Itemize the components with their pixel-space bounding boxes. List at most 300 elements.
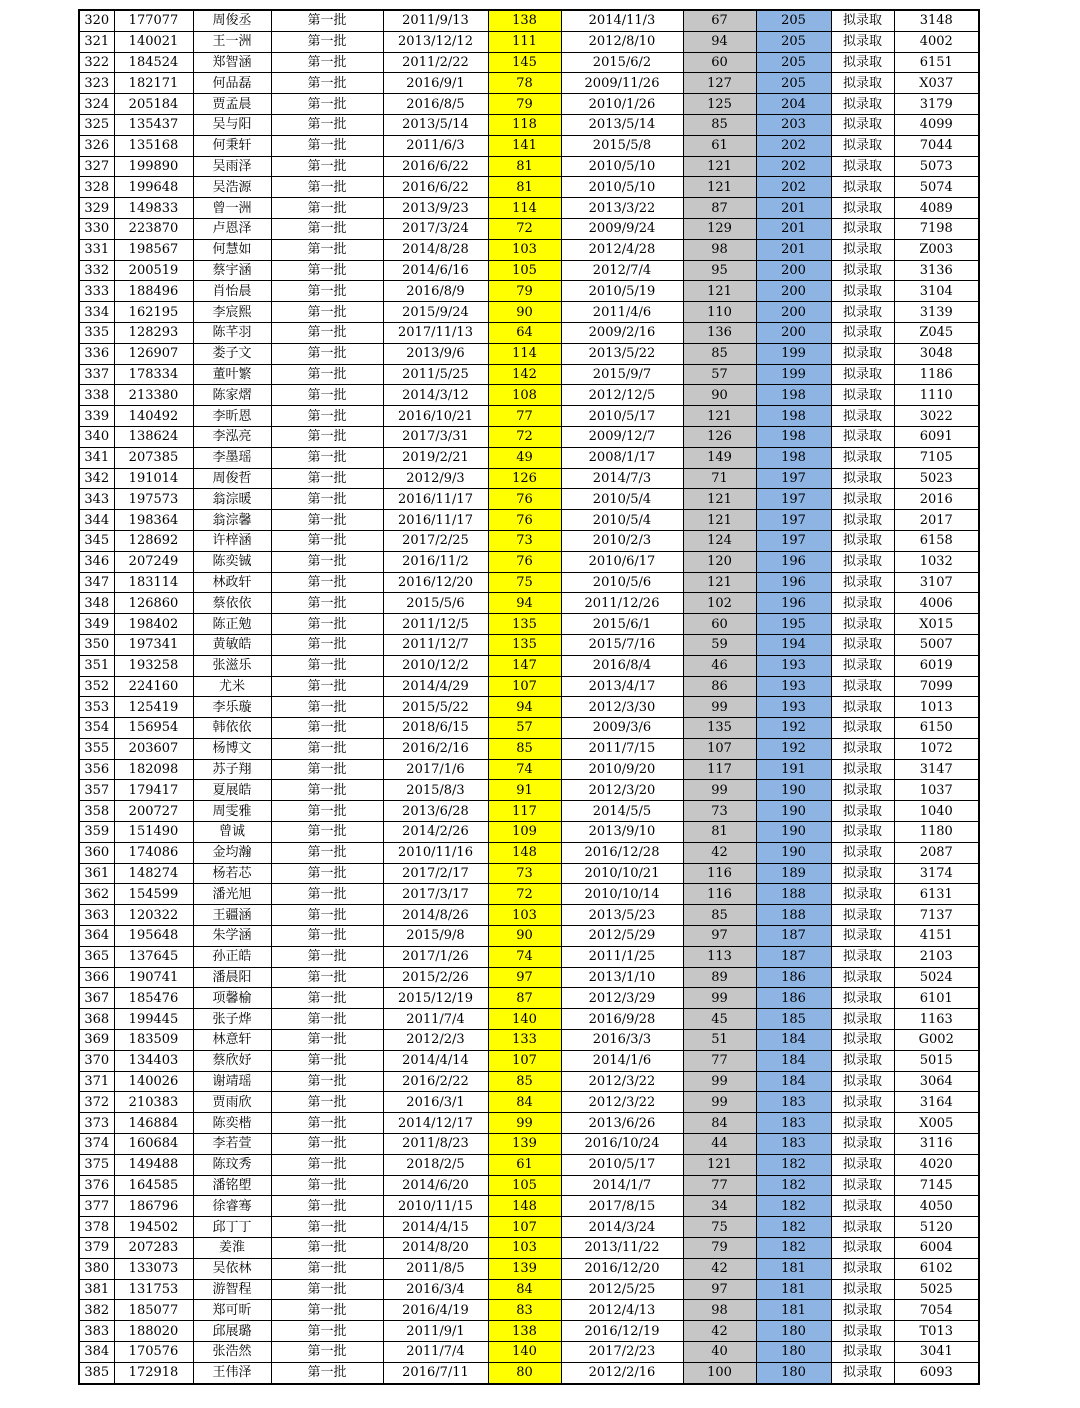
cell-id: 207249 xyxy=(114,551,193,572)
cell-batch: 第一批 xyxy=(271,1050,383,1071)
cell-score2: 99 xyxy=(683,1092,756,1113)
cell-id: 140021 xyxy=(114,31,193,52)
cell-batch: 第一批 xyxy=(271,718,383,739)
cell-date1: 2015/9/24 xyxy=(383,302,488,323)
cell-seq: 325 xyxy=(79,114,114,135)
cell-date1: 2011/7/4 xyxy=(383,1342,488,1363)
cell-code: 4002 xyxy=(894,31,979,52)
table-row xyxy=(79,1071,979,1092)
cell-date2: 2017/8/15 xyxy=(561,1196,683,1217)
table-row xyxy=(79,1113,979,1134)
cell-code: 4006 xyxy=(894,593,979,614)
cell-date1: 2010/11/16 xyxy=(383,842,488,863)
cell-id: 205184 xyxy=(114,94,193,115)
cell-status: 拟录取 xyxy=(831,738,894,759)
cell-batch: 第一批 xyxy=(271,114,383,135)
cell-status: 拟录取 xyxy=(831,614,894,635)
cell-score2: 57 xyxy=(683,364,756,385)
table-row xyxy=(79,177,979,198)
cell-name: 何慧如 xyxy=(193,239,271,260)
cell-score1: 109 xyxy=(488,822,561,843)
cell-score1: 107 xyxy=(488,1217,561,1238)
cell-date1: 2016/9/1 xyxy=(383,73,488,94)
cell-id: 135437 xyxy=(114,114,193,135)
cell-batch: 第一批 xyxy=(271,822,383,843)
cell-total: 197 xyxy=(756,468,831,489)
cell-score1: 111 xyxy=(488,31,561,52)
cell-batch: 第一批 xyxy=(271,343,383,364)
cell-batch: 第一批 xyxy=(271,842,383,863)
cell-batch: 第一批 xyxy=(271,572,383,593)
cell-seq: 321 xyxy=(79,31,114,52)
cell-total: 190 xyxy=(756,822,831,843)
cell-batch: 第一批 xyxy=(271,1362,383,1383)
cell-score2: 121 xyxy=(683,1154,756,1175)
cell-code: 6004 xyxy=(894,1238,979,1259)
cell-total: 198 xyxy=(756,447,831,468)
cell-batch: 第一批 xyxy=(271,551,383,572)
cell-score1: 117 xyxy=(488,801,561,822)
cell-status: 拟录取 xyxy=(831,1050,894,1071)
cell-name: 贾雨欣 xyxy=(193,1092,271,1113)
cell-score1: 142 xyxy=(488,364,561,385)
cell-batch: 第一批 xyxy=(271,946,383,967)
cell-total: 185 xyxy=(756,1009,831,1030)
table-row xyxy=(79,967,979,988)
cell-status: 拟录取 xyxy=(831,1175,894,1196)
table-row xyxy=(79,822,979,843)
cell-status: 拟录取 xyxy=(831,655,894,676)
cell-code: 3148 xyxy=(894,10,979,31)
cell-date1: 2014/8/20 xyxy=(383,1238,488,1259)
cell-score1: 105 xyxy=(488,260,561,281)
table-row xyxy=(79,239,979,260)
cell-seq: 383 xyxy=(79,1321,114,1342)
cell-score1: 75 xyxy=(488,572,561,593)
cell-date1: 2019/2/21 xyxy=(383,447,488,468)
cell-date2: 2011/7/15 xyxy=(561,738,683,759)
cell-status: 拟录取 xyxy=(831,302,894,323)
cell-code: 7198 xyxy=(894,218,979,239)
cell-status: 拟录取 xyxy=(831,551,894,572)
cell-name: 蔡欣妤 xyxy=(193,1050,271,1071)
cell-date1: 2014/8/28 xyxy=(383,239,488,260)
cell-batch: 第一批 xyxy=(271,863,383,884)
cell-status: 拟录取 xyxy=(831,884,894,905)
cell-date1: 2016/3/4 xyxy=(383,1279,488,1300)
cell-id: 164585 xyxy=(114,1175,193,1196)
cell-batch: 第一批 xyxy=(271,135,383,156)
cell-status: 拟录取 xyxy=(831,385,894,406)
cell-code: 5024 xyxy=(894,967,979,988)
cell-id: 128692 xyxy=(114,530,193,551)
cell-id: 210383 xyxy=(114,1092,193,1113)
cell-status: 拟录取 xyxy=(831,73,894,94)
cell-name: 王伟泽 xyxy=(193,1362,271,1383)
cell-date1: 2014/8/26 xyxy=(383,905,488,926)
cell-code: 3041 xyxy=(894,1342,979,1363)
cell-code: 2103 xyxy=(894,946,979,967)
cell-date2: 2010/6/17 xyxy=(561,551,683,572)
cell-date1: 2014/2/26 xyxy=(383,822,488,843)
cell-total: 202 xyxy=(756,156,831,177)
cell-score1: 79 xyxy=(488,94,561,115)
cell-seq: 352 xyxy=(79,676,114,697)
cell-id: 146884 xyxy=(114,1113,193,1134)
cell-seq: 322 xyxy=(79,52,114,73)
table-row xyxy=(79,1030,979,1051)
cell-seq: 335 xyxy=(79,322,114,343)
cell-date1: 2016/11/17 xyxy=(383,510,488,531)
cell-status: 拟录取 xyxy=(831,94,894,115)
cell-seq: 366 xyxy=(79,967,114,988)
cell-date1: 2013/9/23 xyxy=(383,198,488,219)
cell-batch: 第一批 xyxy=(271,801,383,822)
cell-name: 王疆涵 xyxy=(193,905,271,926)
cell-date2: 2013/3/22 xyxy=(561,198,683,219)
cell-id: 156954 xyxy=(114,718,193,739)
cell-score1: 107 xyxy=(488,1050,561,1071)
cell-score2: 85 xyxy=(683,114,756,135)
cell-score1: 80 xyxy=(488,1362,561,1383)
cell-score2: 45 xyxy=(683,1009,756,1030)
cell-total: 184 xyxy=(756,1030,831,1051)
cell-status: 拟录取 xyxy=(831,988,894,1009)
cell-score1: 147 xyxy=(488,655,561,676)
cell-code: 7105 xyxy=(894,447,979,468)
cell-batch: 第一批 xyxy=(271,385,383,406)
admission-table-body xyxy=(79,10,979,1384)
cell-id: 188496 xyxy=(114,281,193,302)
cell-status: 拟录取 xyxy=(831,1362,894,1383)
cell-seq: 368 xyxy=(79,1009,114,1030)
cell-total: 199 xyxy=(756,343,831,364)
cell-code: 1163 xyxy=(894,1009,979,1030)
cell-date1: 2016/11/2 xyxy=(383,551,488,572)
table-row xyxy=(79,863,979,884)
cell-score2: 51 xyxy=(683,1030,756,1051)
cell-total: 197 xyxy=(756,510,831,531)
cell-total: 183 xyxy=(756,1134,831,1155)
cell-batch: 第一批 xyxy=(271,426,383,447)
cell-seq: 320 xyxy=(79,10,114,31)
cell-date1: 2011/5/25 xyxy=(383,364,488,385)
cell-seq: 326 xyxy=(79,135,114,156)
cell-status: 拟录取 xyxy=(831,1321,894,1342)
cell-total: 192 xyxy=(756,738,831,759)
table-row xyxy=(79,655,979,676)
cell-status: 拟录取 xyxy=(831,822,894,843)
cell-date2: 2013/6/26 xyxy=(561,1113,683,1134)
cell-total: 187 xyxy=(756,926,831,947)
table-row xyxy=(79,1321,979,1342)
cell-date2: 2012/8/10 xyxy=(561,31,683,52)
cell-code: 3179 xyxy=(894,94,979,115)
table-row xyxy=(79,1175,979,1196)
cell-total: 205 xyxy=(756,10,831,31)
cell-total: 188 xyxy=(756,905,831,926)
cell-batch: 第一批 xyxy=(271,218,383,239)
cell-total: 190 xyxy=(756,842,831,863)
cell-name: 陈芊羽 xyxy=(193,322,271,343)
cell-date2: 2014/1/7 xyxy=(561,1175,683,1196)
cell-date1: 2013/9/6 xyxy=(383,343,488,364)
table-row xyxy=(79,406,979,427)
cell-seq: 359 xyxy=(79,822,114,843)
table-row xyxy=(79,364,979,385)
cell-seq: 367 xyxy=(79,988,114,1009)
cell-batch: 第一批 xyxy=(271,1321,383,1342)
cell-date1: 2011/2/22 xyxy=(383,52,488,73)
cell-score2: 95 xyxy=(683,260,756,281)
cell-seq: 339 xyxy=(79,406,114,427)
cell-status: 拟录取 xyxy=(831,135,894,156)
cell-score2: 44 xyxy=(683,1134,756,1155)
cell-status: 拟录取 xyxy=(831,1071,894,1092)
cell-id: 199648 xyxy=(114,177,193,198)
table-row xyxy=(79,801,979,822)
cell-total: 199 xyxy=(756,364,831,385)
cell-code: 3107 xyxy=(894,572,979,593)
cell-score2: 46 xyxy=(683,655,756,676)
cell-seq: 364 xyxy=(79,926,114,947)
cell-score2: 116 xyxy=(683,884,756,905)
cell-batch: 第一批 xyxy=(271,1175,383,1196)
cell-date1: 2018/6/15 xyxy=(383,718,488,739)
cell-total: 202 xyxy=(756,177,831,198)
cell-date2: 2012/3/29 xyxy=(561,988,683,1009)
cell-code: 4151 xyxy=(894,926,979,947)
cell-seq: 374 xyxy=(79,1134,114,1155)
cell-seq: 351 xyxy=(79,655,114,676)
cell-name: 蔡宇涵 xyxy=(193,260,271,281)
cell-seq: 385 xyxy=(79,1362,114,1383)
cell-seq: 341 xyxy=(79,447,114,468)
cell-id: 131753 xyxy=(114,1279,193,1300)
cell-score1: 74 xyxy=(488,946,561,967)
cell-date2: 2013/9/10 xyxy=(561,822,683,843)
cell-batch: 第一批 xyxy=(271,530,383,551)
cell-code: 4089 xyxy=(894,198,979,219)
cell-date1: 2015/2/26 xyxy=(383,967,488,988)
cell-score1: 94 xyxy=(488,697,561,718)
cell-total: 198 xyxy=(756,426,831,447)
cell-score2: 99 xyxy=(683,1071,756,1092)
cell-id: 224160 xyxy=(114,676,193,697)
table-row xyxy=(79,1342,979,1363)
cell-code: 1110 xyxy=(894,385,979,406)
cell-score2: 107 xyxy=(683,738,756,759)
table-row xyxy=(79,1258,979,1279)
cell-score1: 73 xyxy=(488,530,561,551)
cell-date1: 2016/6/22 xyxy=(383,177,488,198)
cell-date1: 2017/1/6 xyxy=(383,759,488,780)
cell-date2: 2014/1/6 xyxy=(561,1050,683,1071)
cell-total: 198 xyxy=(756,406,831,427)
cell-status: 拟录取 xyxy=(831,177,894,198)
cell-total: 200 xyxy=(756,260,831,281)
cell-batch: 第一批 xyxy=(271,1238,383,1259)
cell-date2: 2016/8/4 xyxy=(561,655,683,676)
cell-score1: 81 xyxy=(488,156,561,177)
cell-date1: 2016/8/9 xyxy=(383,281,488,302)
cell-name: 韩依依 xyxy=(193,718,271,739)
cell-status: 拟录取 xyxy=(831,156,894,177)
cell-id: 198364 xyxy=(114,510,193,531)
cell-total: 190 xyxy=(756,780,831,801)
cell-seq: 336 xyxy=(79,343,114,364)
cell-id: 195648 xyxy=(114,926,193,947)
cell-name: 蔡依依 xyxy=(193,593,271,614)
table-row xyxy=(79,73,979,94)
table-row xyxy=(79,156,979,177)
cell-name: 游智程 xyxy=(193,1279,271,1300)
cell-total: 188 xyxy=(756,884,831,905)
cell-batch: 第一批 xyxy=(271,967,383,988)
cell-score1: 141 xyxy=(488,135,561,156)
cell-id: 126860 xyxy=(114,593,193,614)
cell-date2: 2011/4/6 xyxy=(561,302,683,323)
cell-date2: 2010/10/14 xyxy=(561,884,683,905)
cell-name: 邱丁丁 xyxy=(193,1217,271,1238)
cell-code: 1040 xyxy=(894,801,979,822)
cell-status: 拟录取 xyxy=(831,1154,894,1175)
cell-score2: 59 xyxy=(683,634,756,655)
cell-code: 5023 xyxy=(894,468,979,489)
cell-seq: 363 xyxy=(79,905,114,926)
cell-code: 7054 xyxy=(894,1300,979,1321)
cell-date2: 2015/7/16 xyxy=(561,634,683,655)
cell-seq: 333 xyxy=(79,281,114,302)
cell-id: 151490 xyxy=(114,822,193,843)
cell-id: 133073 xyxy=(114,1258,193,1279)
cell-batch: 第一批 xyxy=(271,759,383,780)
cell-id: 183114 xyxy=(114,572,193,593)
cell-seq: 330 xyxy=(79,218,114,239)
cell-seq: 331 xyxy=(79,239,114,260)
cell-batch: 第一批 xyxy=(271,364,383,385)
cell-status: 拟录取 xyxy=(831,364,894,385)
cell-name: 董叶繁 xyxy=(193,364,271,385)
cell-name: 周俊哲 xyxy=(193,468,271,489)
cell-date1: 2016/2/22 xyxy=(383,1071,488,1092)
cell-name: 李若萱 xyxy=(193,1134,271,1155)
cell-score1: 72 xyxy=(488,218,561,239)
cell-score1: 138 xyxy=(488,1321,561,1342)
cell-score1: 76 xyxy=(488,510,561,531)
cell-id: 197573 xyxy=(114,489,193,510)
cell-seq: 342 xyxy=(79,468,114,489)
cell-date2: 2010/5/19 xyxy=(561,281,683,302)
cell-id: 125419 xyxy=(114,697,193,718)
cell-code: 1186 xyxy=(894,364,979,385)
cell-score2: 97 xyxy=(683,1279,756,1300)
cell-id: 184524 xyxy=(114,52,193,73)
cell-status: 拟录取 xyxy=(831,52,894,73)
cell-id: 160684 xyxy=(114,1134,193,1155)
cell-name: 金均瀚 xyxy=(193,842,271,863)
cell-date2: 2014/3/24 xyxy=(561,1217,683,1238)
cell-status: 拟录取 xyxy=(831,801,894,822)
cell-batch: 第一批 xyxy=(271,988,383,1009)
table-row xyxy=(79,614,979,635)
cell-batch: 第一批 xyxy=(271,1342,383,1363)
cell-score2: 136 xyxy=(683,322,756,343)
cell-date2: 2017/2/23 xyxy=(561,1342,683,1363)
cell-seq: 382 xyxy=(79,1300,114,1321)
cell-code: X015 xyxy=(894,614,979,635)
cell-score1: 91 xyxy=(488,780,561,801)
cell-date1: 2013/5/14 xyxy=(383,114,488,135)
cell-code: 3022 xyxy=(894,406,979,427)
cell-status: 拟录取 xyxy=(831,260,894,281)
cell-total: 181 xyxy=(756,1258,831,1279)
table-row xyxy=(79,572,979,593)
cell-date2: 2016/12/19 xyxy=(561,1321,683,1342)
cell-score2: 98 xyxy=(683,1300,756,1321)
cell-score1: 94 xyxy=(488,593,561,614)
cell-name: 陈正勉 xyxy=(193,614,271,635)
cell-seq: 371 xyxy=(79,1071,114,1092)
cell-seq: 353 xyxy=(79,697,114,718)
cell-code: 4099 xyxy=(894,114,979,135)
cell-status: 拟录取 xyxy=(831,718,894,739)
cell-total: 200 xyxy=(756,322,831,343)
cell-seq: 373 xyxy=(79,1113,114,1134)
cell-date2: 2016/10/24 xyxy=(561,1134,683,1155)
cell-score1: 90 xyxy=(488,926,561,947)
cell-batch: 第一批 xyxy=(271,593,383,614)
cell-code: 5015 xyxy=(894,1050,979,1071)
cell-date1: 2016/3/1 xyxy=(383,1092,488,1113)
table-row xyxy=(79,1154,979,1175)
cell-seq: 372 xyxy=(79,1092,114,1113)
cell-score1: 79 xyxy=(488,281,561,302)
cell-date1: 2016/7/11 xyxy=(383,1362,488,1383)
cell-name: 张浩然 xyxy=(193,1342,271,1363)
cell-code: 2016 xyxy=(894,489,979,510)
cell-batch: 第一批 xyxy=(271,73,383,94)
cell-date2: 2012/4/28 xyxy=(561,239,683,260)
cell-total: 184 xyxy=(756,1050,831,1071)
cell-score1: 78 xyxy=(488,73,561,94)
cell-code: 3064 xyxy=(894,1071,979,1092)
cell-date2: 2011/1/25 xyxy=(561,946,683,967)
cell-date1: 2014/6/20 xyxy=(383,1175,488,1196)
cell-id: 194502 xyxy=(114,1217,193,1238)
cell-seq: 344 xyxy=(79,510,114,531)
cell-date1: 2011/12/5 xyxy=(383,614,488,635)
cell-batch: 第一批 xyxy=(271,322,383,343)
cell-date2: 2010/5/17 xyxy=(561,1154,683,1175)
cell-score2: 117 xyxy=(683,759,756,780)
cell-date2: 2015/9/7 xyxy=(561,364,683,385)
cell-seq: 361 xyxy=(79,863,114,884)
cell-id: 199445 xyxy=(114,1009,193,1030)
cell-name: 项馨榆 xyxy=(193,988,271,1009)
cell-seq: 365 xyxy=(79,946,114,967)
cell-name: 姜淮 xyxy=(193,1238,271,1259)
cell-date1: 2016/11/17 xyxy=(383,489,488,510)
cell-score2: 77 xyxy=(683,1050,756,1071)
cell-total: 193 xyxy=(756,676,831,697)
cell-code: 5120 xyxy=(894,1217,979,1238)
cell-batch: 第一批 xyxy=(271,738,383,759)
cell-date2: 2012/5/29 xyxy=(561,926,683,947)
cell-name: 杨博文 xyxy=(193,738,271,759)
cell-name: 何品磊 xyxy=(193,73,271,94)
cell-name: 何秉轩 xyxy=(193,135,271,156)
